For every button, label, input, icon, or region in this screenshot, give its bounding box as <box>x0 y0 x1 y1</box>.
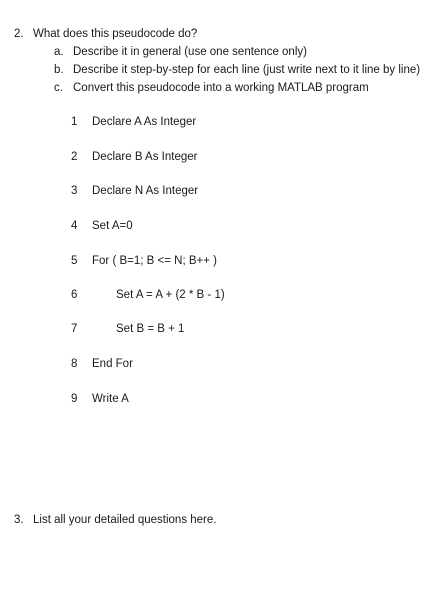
subitem-b-letter: b. <box>54 64 64 76</box>
subitem-c-letter: c. <box>54 82 63 94</box>
subitem-a-letter: a. <box>54 46 64 58</box>
line-number: 8 <box>71 358 78 370</box>
subitem-c-text: Convert this pseudocode into a working MATLAB program <box>73 82 369 94</box>
question-3-number: 3. <box>14 514 24 526</box>
code-line: Set A=0 <box>92 220 133 232</box>
code-line: End For <box>92 358 133 370</box>
line-number: 6 <box>71 289 78 301</box>
code-line: Declare N As Integer <box>92 185 199 197</box>
line-number: 3 <box>71 185 78 197</box>
question-2-number: 2. <box>14 28 24 40</box>
line-number: 1 <box>71 116 78 128</box>
question-2-text: What does this pseudocode do? <box>33 28 198 40</box>
code-line: Declare A As Integer <box>92 116 197 128</box>
subitem-a-text: Describe it in general (use one sentence only) <box>73 46 307 58</box>
code-line: Declare B As Integer <box>92 151 198 163</box>
line-number: 4 <box>71 220 78 232</box>
line-number: 9 <box>71 393 78 405</box>
subitem-b-text: Describe it step-by-step for each line (just write next to it line by line) <box>73 64 421 76</box>
code-line: Set B = B + 1 <box>116 323 185 335</box>
line-number: 7 <box>71 323 78 335</box>
code-line: For ( B=1; B <= N; B++ ) <box>92 255 217 267</box>
code-line: Set A = A + (2 * B - 1) <box>116 289 225 301</box>
code-line: Write A <box>92 393 129 405</box>
line-number: 2 <box>71 151 78 163</box>
line-number: 5 <box>71 255 78 267</box>
question-3-text: List all your detailed questions here. <box>33 514 217 526</box>
